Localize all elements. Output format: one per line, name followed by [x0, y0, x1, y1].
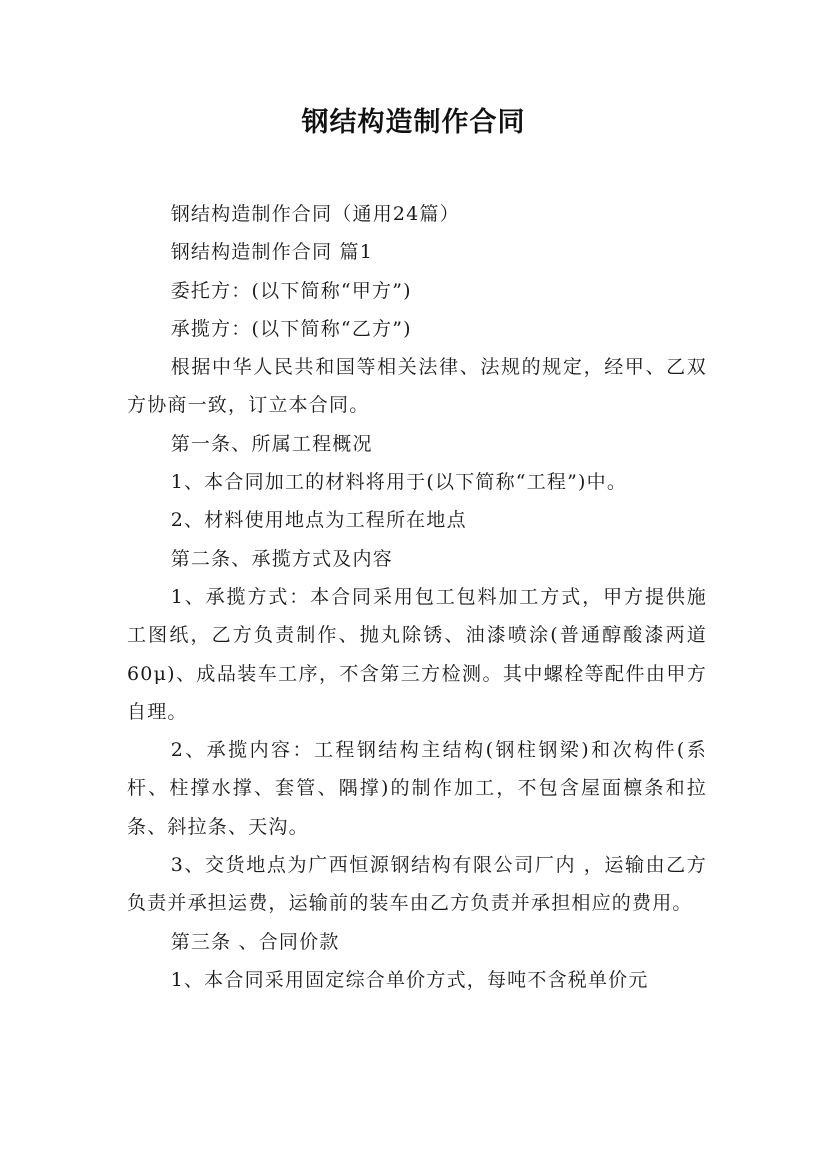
document-body [127, 195, 707, 999]
article-2-clause-1: 1、承揽方式：本合同采用包工包料加工方式，甲方提供施工图纸，乙方负责制作、抛丸除锈、油漆喷涂(普通醇酸漆两道60μ)、成品装车工序，不含第三方检测。其中螺栓等配件由甲方自理。 [127, 585, 707, 723]
article-1-clause-2: 2、材料使用地点为工程所在地点 [170, 509, 467, 532]
article-1-clause-1: 1、本合同加工的材料将用于(以下简称“工程”)中。 [170, 471, 628, 494]
article-1-heading: 第一条、所属工程概况 [170, 432, 373, 455]
document-title: 钢结构造制作合同 [301, 107, 526, 138]
paragraph-contract-heading: 钢结构造制作合同（通用24篇） [170, 203, 460, 225]
paragraph-preamble: 根据中华人民共和国等相关法律、法规的规定，经甲、乙双方协商一致，订立本合同。 [127, 356, 707, 417]
article-2-heading: 第二条、承揽方式及内容 [170, 547, 393, 570]
article-3-heading: 第三条 、合同价款 [170, 930, 340, 953]
article-2-clause-2: 2、承揽内容：工程钢结构主结构(钢柱钢梁)和次构件(系杆、柱撑水撑、套管、隅撑)的制作加工，不包含屋面檩条和拉条、斜拉条、天沟。 [127, 739, 707, 838]
article-3-clause-1: 1、本合同采用固定综合单价方式，每吨不含税单价元 [170, 968, 649, 991]
paragraph-party-b: 承揽方：(以下简称“乙方”) [170, 317, 412, 340]
paragraph-party-a: 委托方：(以下简称“甲方”) [170, 279, 412, 302]
paragraph-contract-part-1: 钢结构造制作合同 篇1 [170, 241, 374, 264]
article-2-clause-3: 3、交货地点为广西恒源钢结构有限公司厂内 ，运输由乙方负责并承担运费，运输前的装车由乙方负责并承担相应的费用。 [127, 854, 707, 915]
